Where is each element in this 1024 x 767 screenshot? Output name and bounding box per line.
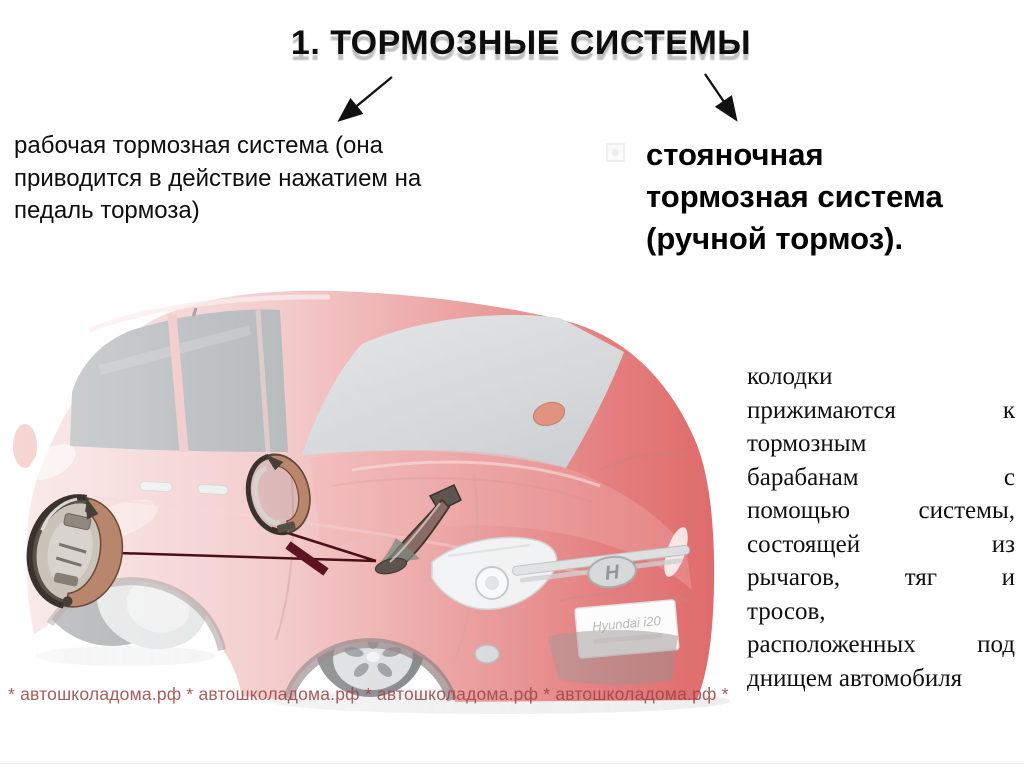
page-title: 1. ТОРМОЗНЫЕ СИСТЕМЫ <box>290 24 752 62</box>
desc-line: прижимаются к <box>747 396 1015 424</box>
desc-line: тросов, <box>747 597 826 625</box>
desc-line: рычагов, тяг и <box>747 564 1015 591</box>
slide-bottom-edge <box>0 763 1024 764</box>
arrow-right-icon <box>705 74 735 118</box>
heading-line: (ручной тормоз). <box>646 221 904 256</box>
car-illustration <box>0 282 748 722</box>
note-line: педаль тормоза) <box>14 197 200 224</box>
arrow-left-icon <box>341 77 392 119</box>
desc-line: днищем автомобиля <box>747 664 963 692</box>
bullet-square-icon <box>606 143 625 162</box>
working-brake-note <box>14 130 421 228</box>
heading-line: стояночная <box>646 137 824 172</box>
desc-line: барабанам с <box>747 463 1015 491</box>
desc-line: помощью системы, <box>747 497 1015 524</box>
desc-line: тормозным <box>747 430 867 457</box>
watermark-text: * автошколадома.рф * автошколадома.рф * автошколадома.рф * автошколадома.рф * <box>8 684 729 704</box>
heading-line: тормозная система <box>646 179 943 214</box>
note-line: приводится в действие нажатием на <box>14 164 422 192</box>
title-arrows <box>341 74 735 119</box>
desc-line: состоящей из <box>747 530 1015 558</box>
parking-brake-heading <box>646 134 943 260</box>
parking-brake-description <box>747 360 1015 695</box>
note-line: рабочая тормозная система (она <box>14 132 383 159</box>
desc-line: колодки <box>747 363 833 390</box>
desc-line: расположенных под <box>747 631 1015 658</box>
